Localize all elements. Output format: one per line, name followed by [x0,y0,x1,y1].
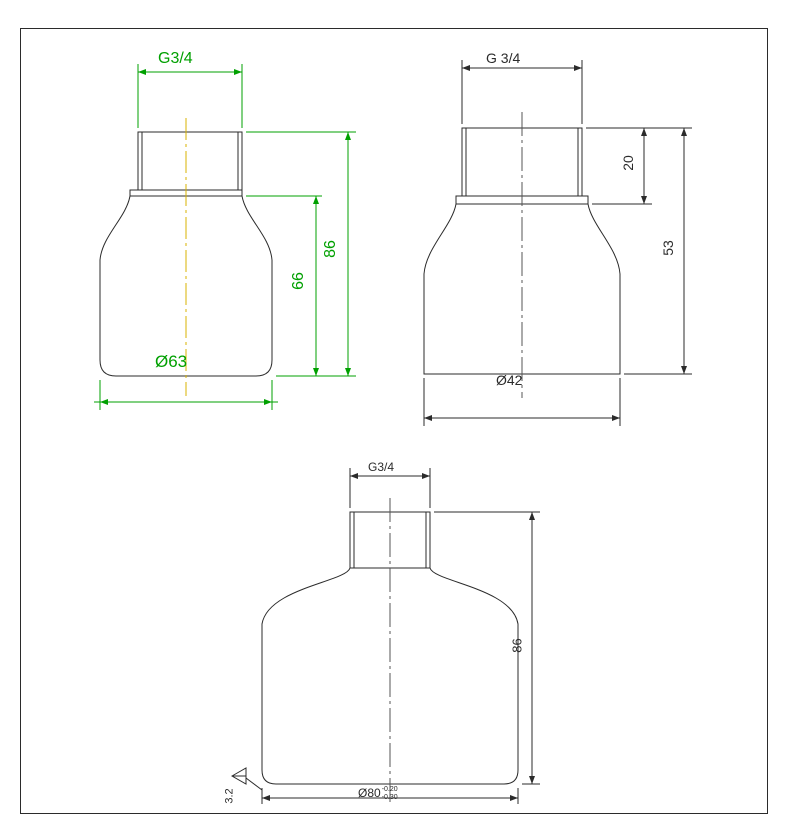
front-view [80,50,380,450]
front-diameter-label: Ø63 [155,352,188,371]
bottom-view [210,460,570,830]
tolerance-lower: -0.30 [381,794,398,801]
section-thread-height-label: 20 [619,155,636,171]
bottom-diameter-tolerance [382,786,398,802]
bottom-thread-label: G3/4 [368,460,395,474]
section-thread-label: G 3/4 [486,50,521,66]
bottom-diameter-label [358,786,398,802]
front-body-height-label: 66 [289,272,307,290]
section-view [420,50,740,450]
front-overall-height-label: 86 [321,240,339,258]
front-thread-label: G3/4 [158,50,193,67]
bottom-diameter-value: Ø80 [358,786,381,801]
bottom-overall-height-label: 86 [509,638,525,653]
section-diameter-label: Ø42 [496,372,523,388]
tolerance-upper: -0.20 [381,786,398,793]
bottom-chamfer-label: 3.2 [223,788,236,804]
section-overall-height-label: 53 [659,240,676,256]
